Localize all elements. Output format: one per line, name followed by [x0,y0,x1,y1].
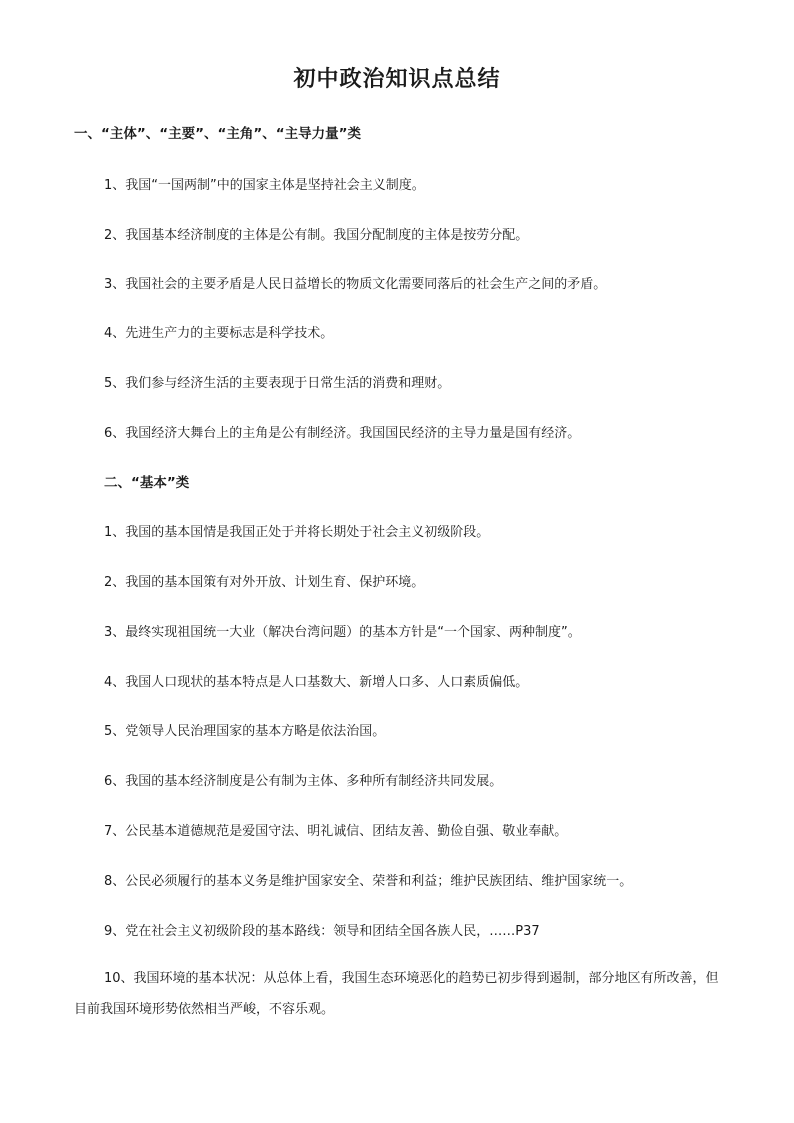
list-item: 5、我们参与经济生活的主要表现于日常生活的消费和理财。 [104,376,451,391]
list-item: 1、我国的基本国情是我国正处于并将长期处于社会主义初级阶段。 [104,525,490,540]
list-item: 2、我国基本经济制度的主体是公有制。我国分配制度的主体是按劳分配。 [104,228,529,243]
list-item: 4、先进生产力的主要标志是科学技术。 [104,326,334,341]
section-heading-1: 一、“主体”、“主要”、“主角”、“主导力量”类 [74,126,361,142]
list-item: 2、我国的基本国策有对外开放、计划生育、保护环境。 [104,575,425,590]
list-item: 10、我国环境的基本状况：从总体上看，我国生态环境恶化的趋势已初步得到遏制，部分地区有所改善，但目前我国环境形势依然相当严峻，不容乐观。 [74,971,719,1017]
list-item: 9、党在社会主义初级阶段的基本路线：领导和团结全国各族人民，……P37 [104,924,540,939]
list-item: 5、党领导人民治理国家的基本方略是依法治国。 [104,724,386,739]
list-item: 7、公民基本道德规范是爱国守法、明礼诚信、团结友善、勤俭自强、敬业奉献。 [104,824,568,839]
list-item: 6、我国的基本经济制度是公有制为主体、多种所有制经济共同发展。 [104,774,503,789]
list-item: 4、我国人口现状的基本特点是人口基数大、新增人口多、人口素质偏低。 [104,675,529,690]
page-title: 初中政治知识点总结 [293,66,501,92]
section-heading-2: 二、“基本”类 [104,475,190,491]
list-item: 3、最终实现祖国统一大业（解决台湾问题）的基本方针是“一个国家、两种制度”。 [104,625,581,640]
list-item: 3、我国社会的主要矛盾是人民日益增长的物质文化需要同落后的社会生产之间的矛盾。 [104,277,607,292]
list-item: 8、公民必须履行的基本义务是维护国家安全、荣誉和利益；维护民族团结、维护国家统一。 [104,874,633,889]
list-item: 6、我国经济大舞台上的主角是公有制经济。我国国民经济的主导力量是国有经济。 [104,426,581,441]
list-item: 1、我国“一国两制”中的国家主体是坚持社会主义制度。 [104,178,425,193]
